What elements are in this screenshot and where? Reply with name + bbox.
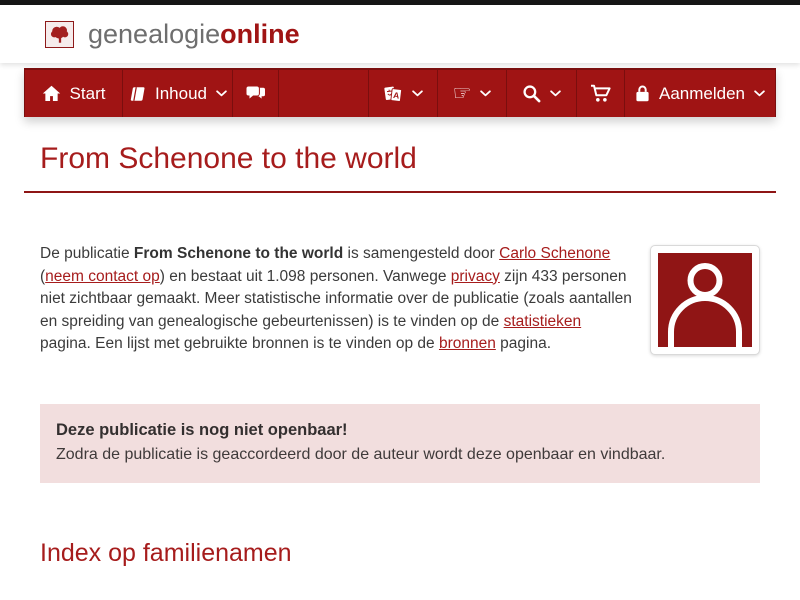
alert-title: Deze publicatie is nog niet openbaar! <box>56 420 348 439</box>
site-header <box>0 5 800 63</box>
shopping-cart-icon <box>590 84 611 103</box>
intro-text: ( <box>40 267 46 285</box>
nav-item-aanmelden[interactable] <box>625 70 776 117</box>
chevron-down-icon <box>412 90 423 97</box>
nav-item-comments[interactable] <box>233 70 279 117</box>
nav-item-search[interactable] <box>507 70 577 117</box>
search-icon <box>522 84 541 103</box>
nav-item-cart[interactable] <box>577 70 625 117</box>
book-icon <box>128 85 146 103</box>
brand-name <box>88 19 300 50</box>
statistics-link[interactable]: statistieken <box>503 312 582 330</box>
comments-icon <box>245 85 267 103</box>
sources-link[interactable]: bronnen <box>438 335 496 353</box>
person-icon <box>658 253 752 347</box>
main-content <box>24 142 776 568</box>
author-link[interactable]: Carlo Schenone <box>499 245 611 262</box>
home-icon <box>42 85 61 102</box>
alert-box <box>40 404 760 483</box>
chevron-down-icon <box>754 90 765 97</box>
brand-suffix: online <box>220 18 300 49</box>
svg-text:A: A <box>392 89 400 101</box>
language-icon <box>383 84 403 104</box>
publication-name: From Schenone to the world <box>133 245 344 262</box>
nav-label-start: Start <box>69 83 106 103</box>
intro-text: pagina. Een lijst met gebruikte bronnen is te vinden op de <box>40 335 439 353</box>
page-title: From Schenone to the world <box>40 142 417 175</box>
brand-logo[interactable] <box>45 19 300 50</box>
tree-icon <box>45 21 74 48</box>
intro-text: De publicatie <box>40 245 134 262</box>
contact-link[interactable]: neem contact op <box>45 267 160 285</box>
nav-item-start[interactable] <box>24 70 123 117</box>
intro-text: pagina. <box>495 335 552 353</box>
brand-prefix: genealogie <box>88 18 221 49</box>
section-heading-familienamen: Index op familienamen <box>40 538 292 567</box>
chevron-down-icon <box>550 90 561 97</box>
publication-avatar[interactable] <box>650 245 760 355</box>
privacy-link[interactable]: privacy <box>450 267 500 285</box>
intro-text: ) en bestaat uit 1.098 personen. Vanwege <box>159 267 451 285</box>
main-nav <box>24 68 776 117</box>
hand-pointer-icon: ☞ <box>452 81 472 105</box>
nav-label-inhoud: Inhoud <box>155 83 207 103</box>
intro-text: zijn 433 personen niet zichtbaar gemaakt. Meer statistische informatie over de publicatie (zoals aantallen en spreiding van genealogische gebeurtenissen) is te vinden op de <box>40 267 632 330</box>
intro-section <box>40 243 760 356</box>
nav-item-inhoud[interactable] <box>123 70 233 117</box>
alert-body: Zodra de publicatie is geaccordeerd door de auteur wordt deze openbaar en vindbaar. <box>56 445 666 463</box>
chevron-down-icon <box>480 90 491 97</box>
nav-item-recommend[interactable] <box>438 70 507 117</box>
title-divider <box>24 191 776 193</box>
intro-text: is samengesteld door <box>343 245 500 262</box>
nav-spacer <box>279 70 369 117</box>
lock-icon <box>635 84 650 103</box>
chevron-down-icon <box>216 90 227 97</box>
nav-item-language[interactable] <box>369 70 438 117</box>
nav-label-aanmelden: Aanmelden <box>658 83 745 103</box>
